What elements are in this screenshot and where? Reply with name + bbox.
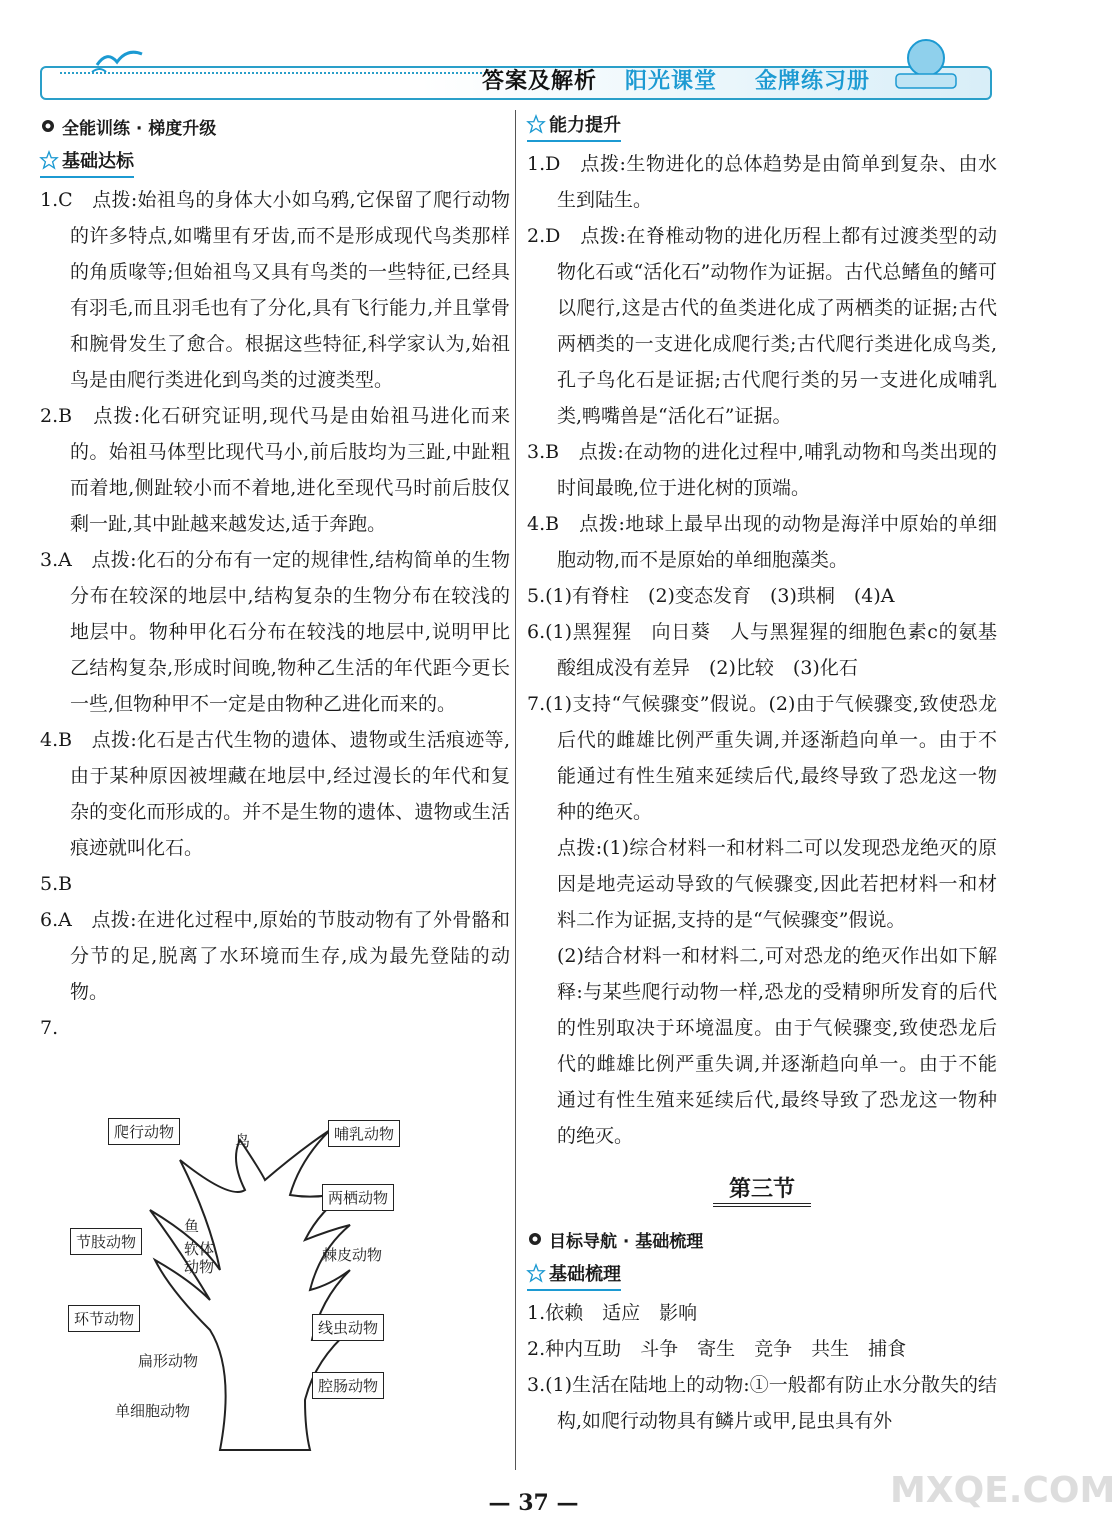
answer-item: 3.(1)生活在陆地上的动物:①一般都有防止水分散失的结构,如爬行动物具有鳞片或甲,昆虫具有外	[527, 1374, 997, 1432]
section-heading-text: 全能训练 · 梯度升级	[62, 118, 217, 139]
section-title: 第三节	[527, 1172, 997, 1207]
section-heading	[527, 1221, 997, 1257]
section-heading	[40, 108, 510, 144]
answer-item: 4.B 点拨:化石是古代生物的遗体、遗物或生活痕迹等,由于某种原因被埋藏在地层中,经过漫长的年代和复杂的变化而形成的。并不是生物的遗体、遗物或生活痕迹就叫化石。	[40, 729, 510, 859]
header-brand-2: 金牌练习册	[755, 69, 871, 94]
answer-item: 1.C 点拨:始祖鸟的身体大小如乌鸦,它保留了爬行动物的许多特点,如嘴里有牙齿,而不是形成现代鸟类那样的角质喙等;但始祖鸟又具有鸟类的一些特征,已经具有羽毛,而且羽毛也有了分化,具有飞行能力,并且掌骨和腕骨发生了愈合。根据这些特征,科学家认为,始祖鸟是由爬行类进化到鸟类的过渡类型。	[40, 189, 510, 391]
answer-item: 1.依赖 适应 影响	[527, 1302, 698, 1324]
sub-heading: 基础梳理	[527, 1257, 621, 1291]
answer-item: 7.(1)支持“气候骤变”假说。(2)由于气候骤变,致使恐龙后代的雌雄比例严重失调,并逐渐趋向单一。由于不能通过有性生殖来延续后代,最终导致了恐龙这一物种的绝灭。	[527, 693, 997, 823]
tree-label-amphibian: 两栖动物	[322, 1184, 394, 1211]
answer-item: 5.(1)有脊柱 (2)变态发育 (3)珙桐 (4)A	[527, 585, 895, 607]
answer-item: 3.A 点拨:化石的分布有一定的规律性,结构简单的生物分布在较深的地层中,结构复杂的生物分布在较浅的地层中。物种甲化石分布在较浅的地层中,说明甲比乙结构复杂,形成时间晚,物种乙生活的年代距今更长一些,但物种甲不一定是由物种乙进化而来的。	[40, 549, 510, 715]
tree-label-nematode: 线虫动物	[312, 1314, 384, 1341]
tree-label-echinoderm: 棘皮动物	[322, 1246, 383, 1264]
tree-label-mollusk: 软体动物	[184, 1240, 215, 1276]
tree-label-bird: 鸟	[235, 1132, 251, 1150]
globe-icon	[886, 30, 966, 100]
star-icon	[527, 115, 545, 133]
tree-label-arthropod: 节肢动物	[70, 1228, 142, 1255]
gear-icon	[527, 1231, 543, 1247]
tree-label-reptile: 爬行动物	[108, 1118, 180, 1145]
section-heading-text: 目标导航 · 基础梳理	[549, 1231, 704, 1252]
tree-drawing	[60, 1100, 500, 1480]
tree-label-fish: 鱼	[184, 1217, 200, 1235]
hint-paragraph: 点拨:(1)综合材料一和材料二可以发现恐龙绝灭的原因是地壳运动导致的气候骤变,因此若把材料一和材料二作为证据,支持的是“气候骤变”假说。	[557, 837, 997, 931]
answer-item: 1.D 点拨:生物进化的总体趋势是由简单到复杂、由水生到陆生。	[527, 153, 997, 211]
page-number: — 37 —	[488, 1490, 579, 1516]
evolution-tree-diagram	[60, 1100, 500, 1480]
answer-item: 6.(1)黑猩猩 向日葵 人与黑猩猩的细胞色素c的氨基酸组成没有差异 (2)比较 (3)化石	[527, 621, 997, 679]
star-icon	[527, 1264, 545, 1282]
answer-item: 5.B	[40, 873, 73, 895]
page-header	[0, 0, 1067, 110]
right-column	[527, 108, 997, 1439]
answer-item-7-label: 7.	[40, 1017, 59, 1039]
hint-paragraph: (2)结合材料一和材料二,可对恐龙的绝灭作出如下解释:与某些爬行动物一样,恐龙的受精卵所发育的后代的性别取决于环境温度。由于气候骤变,致使恐龙后代的雌雄比例严重失调,并逐渐趋向单一。由于不能通过有性生殖来延续后代,最终导致了恐龙这一物种的绝灭。	[557, 945, 997, 1147]
bird-icon	[92, 40, 152, 80]
answer-item: 3.B 点拨:在动物的进化过程中,哺乳动物和鸟类出现的时间最晚,位于进化树的顶端。	[527, 441, 997, 499]
column-divider	[515, 110, 516, 1470]
tree-label-cnidarian: 腔肠动物	[312, 1372, 384, 1399]
sub-heading: 能力提升	[527, 108, 621, 142]
answer-item: 2.D 点拨:在脊椎动物的进化历程上都有过渡类型的动物化石或“活化石”动物作为证据。古代总鳍鱼的鳍可以爬行,这是古代的鱼类进化成了两栖类的证据;古代两栖类的一支进化成爬行类;古代爬行类进化成鸟类,孔子鸟化石是证据;古代爬行类的另一支进化成哺乳类,鸭嘴兽是“活化石”证据。	[527, 225, 997, 427]
header-title: 答案及解析	[482, 69, 598, 94]
tree-label-flatworm: 扁形动物	[138, 1352, 199, 1370]
watermark: MXQE.COM	[890, 1470, 1115, 1511]
header-brand-1: 阳光课堂	[625, 69, 718, 94]
sub-heading: 基础达标	[40, 144, 134, 178]
tree-label-protozoa: 单细胞动物	[115, 1402, 191, 1420]
answer-item: 2.种内互助 斗争 寄生 竞争 共生 捕食	[527, 1338, 907, 1360]
gear-icon	[40, 118, 56, 134]
answer-item: 6.A 点拨:在进化过程中,原始的节肢动物有了外骨骼和分节的足,脱离了水环境而生存,成为最先登陆的动物。	[40, 909, 510, 1003]
answer-item: 4.B 点拨:地球上最早出现的动物是海洋中原始的单细胞动物,而不是原始的单细胞藻类。	[527, 513, 997, 571]
left-column	[40, 108, 510, 1046]
answer-item: 2.B 点拨:化石研究证明,现代马是由始祖马进化而来的。始祖马体型比现代马小,前后肢均为三趾,中趾粗而着地,侧趾较小而不着地,进化至现代马时前后肢仅剩一趾,其中趾越来越发达,适于奔跑。	[40, 405, 510, 535]
star-icon	[40, 151, 58, 169]
tree-label-annelid: 环节动物	[68, 1305, 140, 1332]
tree-label-mammal: 哺乳动物	[328, 1120, 400, 1147]
